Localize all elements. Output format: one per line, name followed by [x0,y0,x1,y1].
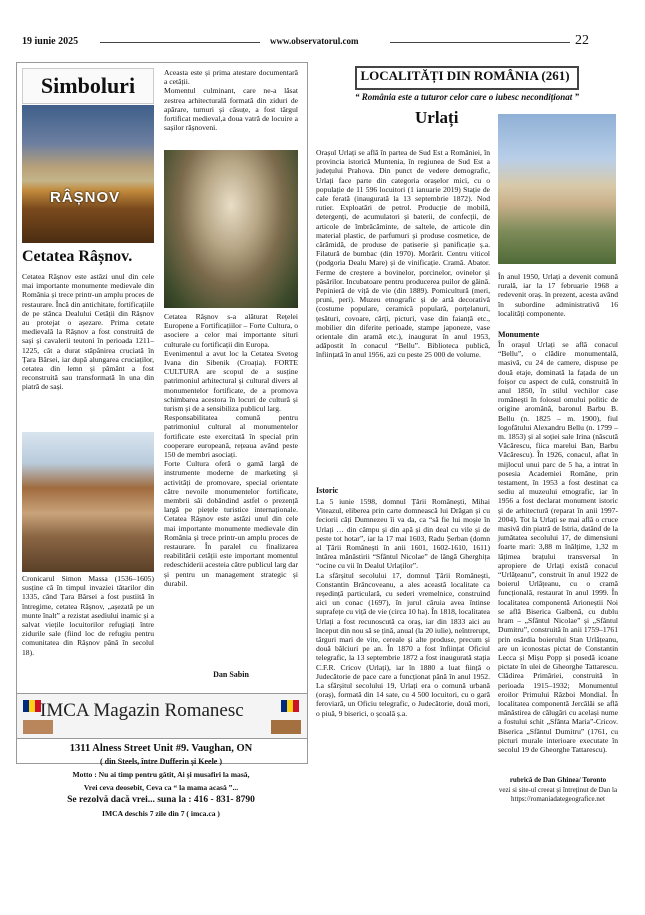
cetatea-text-col1: Cetatea Râșnov este astăzi unul din cele mai importante monumente medievale din România și trece printr-un amplu proces de restaurare. Încă din antichitate, fortificațiile de pe stânca Dealului Cetății din Râșnov au protejat o așezare. Prima cetate medievală la Râșnov a fost construită de sași și cavalerii teutoni în perioada 1211–1225, cât a durat stăpânirea cruciată în Țara Bârsei, iar după alungarea cruciaților, cetatea din lemn și pământ a fost reconstruită sau transformată în una din piatră de sași. [22,272,154,392]
imca-cross-streets: ( din Steels, între Dufferin și Keele ) [99,757,223,766]
city-title: Urlați [415,108,459,127]
rasnov-fortress-photo [22,105,154,243]
cetatea-text-col2-b: Cetatea Râșnov s-a alăturat Rețelei Europene a Fortificațiilor – Forte Cultura, o asociere a celor mai importante situri culturale cu fortificații din Europa. Evenimentul a avut loc la Cetatea Svetog Ivana din Sibenik (Croația). FORTE CULTURA are scopul de a susține patrimoniul arhitectural și cultural divers al monumentelor fortificate, de a promova schimbarea acestora în locuri de cultură și turism și de a sensibiliza publicul larg. Responsabilitatea comună pentru patrimoniul cultural al monumentelor fortificate este exercitată în special prin cooperare europeană, rețeaua având peste 150 de membri asociați. Forte Cultura oferă o gamă largă de instrumente moderne de marketing și activități de promovare, special orientate către nevoile monumentelor fortificate, membrii săi dobândind astfel o prezență largă pe piețele turistice internaționale. Cetatea Râșnov este astăzi unul din cele mai importante monumente medievale din România și trece printr-un amplu proces de restaurare. În paralel cu finalizarea reabilitării cetății este important momentul redeschiderii acesteia către publicul larg dar și pentru un management strategic și durabil. [164,312,298,588]
imca-store-title[interactable]: IMCA Magazin Romanesc [40,700,244,721]
urlati-text-col4: În anul 1950, Urlați a devenit comună rurală, iar la 17 februarie 1968 a redevenit oraș. în prezent, acesta având în subordine administrativă 16 localități componente. [498,272,618,318]
cetatea-text-col1-b: Cronicarul Simon Massa (1536–1605) susține că în timpul invaziei tătarilor din 1335, când Țara Bârsei a fost pustiită în întregime, cetatea Râșnov, „așezată pe un munte înalt” a rezistat asediului inamic și a salvat viețile locuitorilor refugiați între zidurile sale (fiind loc de refugiu pentru comunitatea din Râșnov până în secolul 18). [22,574,154,657]
rasnov-aerial-photo [164,150,298,308]
cetatea-title: Cetatea Râșnov. [22,248,133,265]
istoric-heading: Istoric [316,486,339,495]
imca-address: 1311 Alness Street Unit #9. Vaughan, ON [69,743,253,754]
rubric-website-link[interactable]: https://romaniadategeografice.net [511,795,605,803]
issue-date: 19 iunie 2025 [22,36,79,47]
food-photo-right [271,720,301,734]
food-photo-left [23,720,53,734]
istoric-text: La 5 iunie 1598, domnul Țării Românești, Mihai Viteazul, eliberea prin carte domnească lui Drăgan și cu feciorii căți Dumnezeu îi va da, ca “să fie lui moșie în Urlați … din câmpu și din apă și din deal cu vile și de peste tot hotar”, iar la 17 mai 1603, Radu Șerban (domn al Țării Românești în anii 1601, 1602-1610, 1611) întărea mănăstirii “Sfântul Nicolae” de lângă Gherghița “ocine cu vii în Dealul Urlaților”. La sfârșitul secolului 17, domnul Țării Românești, Constantin Brâncoveanu, a ales această localitate ca reședință particulară, cu sederi vremelnice, construind aici un conac (1697), în jurul căruia avea întinse suprafețe cu viță de vie (circa 10 ha). În 1818, localitatea Urlați a fost recunoscută ca oraș, iar din 1833 aici au început din nou să se țină, anual (la 20 iulie), neîntrerupt, târguri mari de vite, cereale și alte produse, precum și două bâlciuri pe an. În 1870 a fost înființat Oficiul telegrafic, la 13 septembrie 1872 a fost inaugurată stația C.F.R. Cricov (Urlați), iar în 1880 a luat ființă o Judecătorie de pace care a funcționat până în anul 1952. La sfârșitul secolului 19, Urlați era o comună urbană (oraș), formată din 14 sate, cu 4 500 locuitori, cu o gară feroviară, un Oficiu telegrafic, o Judecătorie, două mori, o piuă, 9 biserici, o școală ș.a. [316,497,490,718]
simboluri-heading: Simboluri [22,68,154,104]
rubric-credit-note: vezi si site-ul creeat și întreținut de Dan la [498,786,618,794]
localitati-motto: “ România este a tuturor celor care o iubesc necondiționat ” [354,92,579,102]
page-number: 22 [575,33,589,48]
imca-motto-line1: Motto : Nu ai timp pentru gătit, Ai și musafiri la masă, [72,770,250,779]
localitati-section-title: LOCALITĂȚI DIN ROMÂNIA (261) [360,68,570,83]
rubric-credit: rubrică de Dan Ghinea/ Toronto [509,776,607,784]
cetatea-text-col2: Aceasta este și prima atestare documentară a cetății. Momentul culminant, care ne-a lăsat zestrea arhitecturală formată din ziduri de apărare, turnuri și căsuțe, a fost târgul fortificat medieval,a doua vatră de locuire a sașilor râșnoveni. [164,68,298,133]
rasnov-street-photo [22,432,154,572]
romanian-flag-icon-right [281,700,299,712]
imca-ad-details [16,742,306,820]
imca-phone[interactable]: Se rezolvă dacă vrei... suna la : 416 - 831- 8790 [67,795,255,805]
urlati-town-hall-photo [498,114,616,264]
header-rule-right [390,42,570,43]
monumente-heading: Monumente [498,330,540,339]
urlati-intro-text: Orașul Urlați se află în partea de Sud Est a României, în provincia istorică Muntenia, în regiunea de Sud Est a județului Prahova. Din punct de vedere demografic, Urlați face parte din categoria orașelor mici, cu o populație de 11 596 locuitori (1 ianuarie 2019) Stație de cale ferată (inaugurată la 13 septembrie 1872). Nod rutier. Exploatări de petrol. Producție de mobilă, detergenți, de acumulatori și baterii, de confecții, de articole de îmbrăcăminte, de saltele, de articole din material plastic, de parfumuri și produse cosmetice, de cărămidă, de produse de patiserie și panificație ș.a. Filatură de bumbac (din 1970). Morărit. Centru viticol (podgoria Dealu Mare) și de vinificație. Cramă. Abator. Ferme de creștere a bovinelor, porcinelor, ovinelor și păsărilor. Incubatoare pentru producerea puilor de găină. Pepinieră de viță de vie (din 1889). Pomicultură (meri, pruni, peri). Muzeu etnografic și de artă decorativă (costume populare, ceramică populară, porțelanuri, țesături, covoare, cărți, picturi, vase din faianță etc., mobilier din diferite perioade, stampe japoneze, vase orientale din aramă etc.), inaugurat în anul 1953, adăpostit în conacul “Bellu”. Biblioteca publică, înființată în anul 1956, azi cu peste 25 000 de volume. [316,148,490,360]
author-signature: Dan Sabin [213,670,249,679]
imca-hours: IMCA deschis 7 zile din 7 ( imca.ca ) [102,809,220,818]
header-rule-left [100,42,260,43]
rasnov-sign-label: RÂȘNOV [50,189,121,206]
romanian-flag-icon [23,700,41,712]
monumente-text: În orașul Urlați se află conacul “Bellu”, o clădire monumentală, masivă, cu 24 de camere, dispuse pe două etaje, dominată la fațada de un foișor cu aspect de culă, construită în anul 1850, în stilul vechilor case românești în folosul omului politic de origine aromână, baronul Barbu B. Bellu (n. 1825 – m. 1900), fiul logofătului Alexandru Bellu (n. 1799 – m. 1853) și al soției sale Irina (născută Văcărescu, fiica marelui Ban, Barbu Văcărescu). În 1926, conacul, aflat în mijlocul unui parc de 5 ha, a intrat în posesia Academiei Române, prin testament, în 1953 a fost destinat ca sediu al muzeului etnografic, iar în 1956 a fost declarat monument istoric și de arhitectură (reparat în anii 1997-2004). Tot la Urlați se mai află o cruce masivă din piatră de Istria, datând de la jumătatea secolului 17, de dimensiuni foarte mari: 3,88 m înălțime, 1,32 m lățimea brațului transversal în apropiere de Urlați există conacul “Urlățeanu”, construit în anul 1922 de boierul Urlățeanu, cu o cramă funcțională, restaurat în anul 1999. În localitatea componentă Arioneștii Noi se află Biserica Galbenă, cu dublu hram – „Sfântul Nicolae” și „Sfântul Dumitru”, construită în anii 1759–1761 prin osârdia boierului Stan Urlățeanu, are un iconostas pictat de Constantin Lecca și Mișu Popp și posedă icoane pictate în ulei de Gheorghe Tattarescu. Clădirea Primăriei, construită în perioada 1915–1932; Monumentul eroilor Primului Război Mondial. În localitatea componentă Jercălăi se află mănăstirea de călugări cu același nume a fostului schit „Sfânta Maria”-Cricov. Biserica „Sfântul Dumitru” (1761, cu picturi murale interioare executate în secolul 19 de Gheorghe Tattarescu). [498,340,619,754]
imca-motto-line2: Vrei ceva deosebit, Ceva ca “ la mama acasă ”... [83,783,239,792]
publication-url[interactable]: www.observatorul.com [270,36,359,46]
